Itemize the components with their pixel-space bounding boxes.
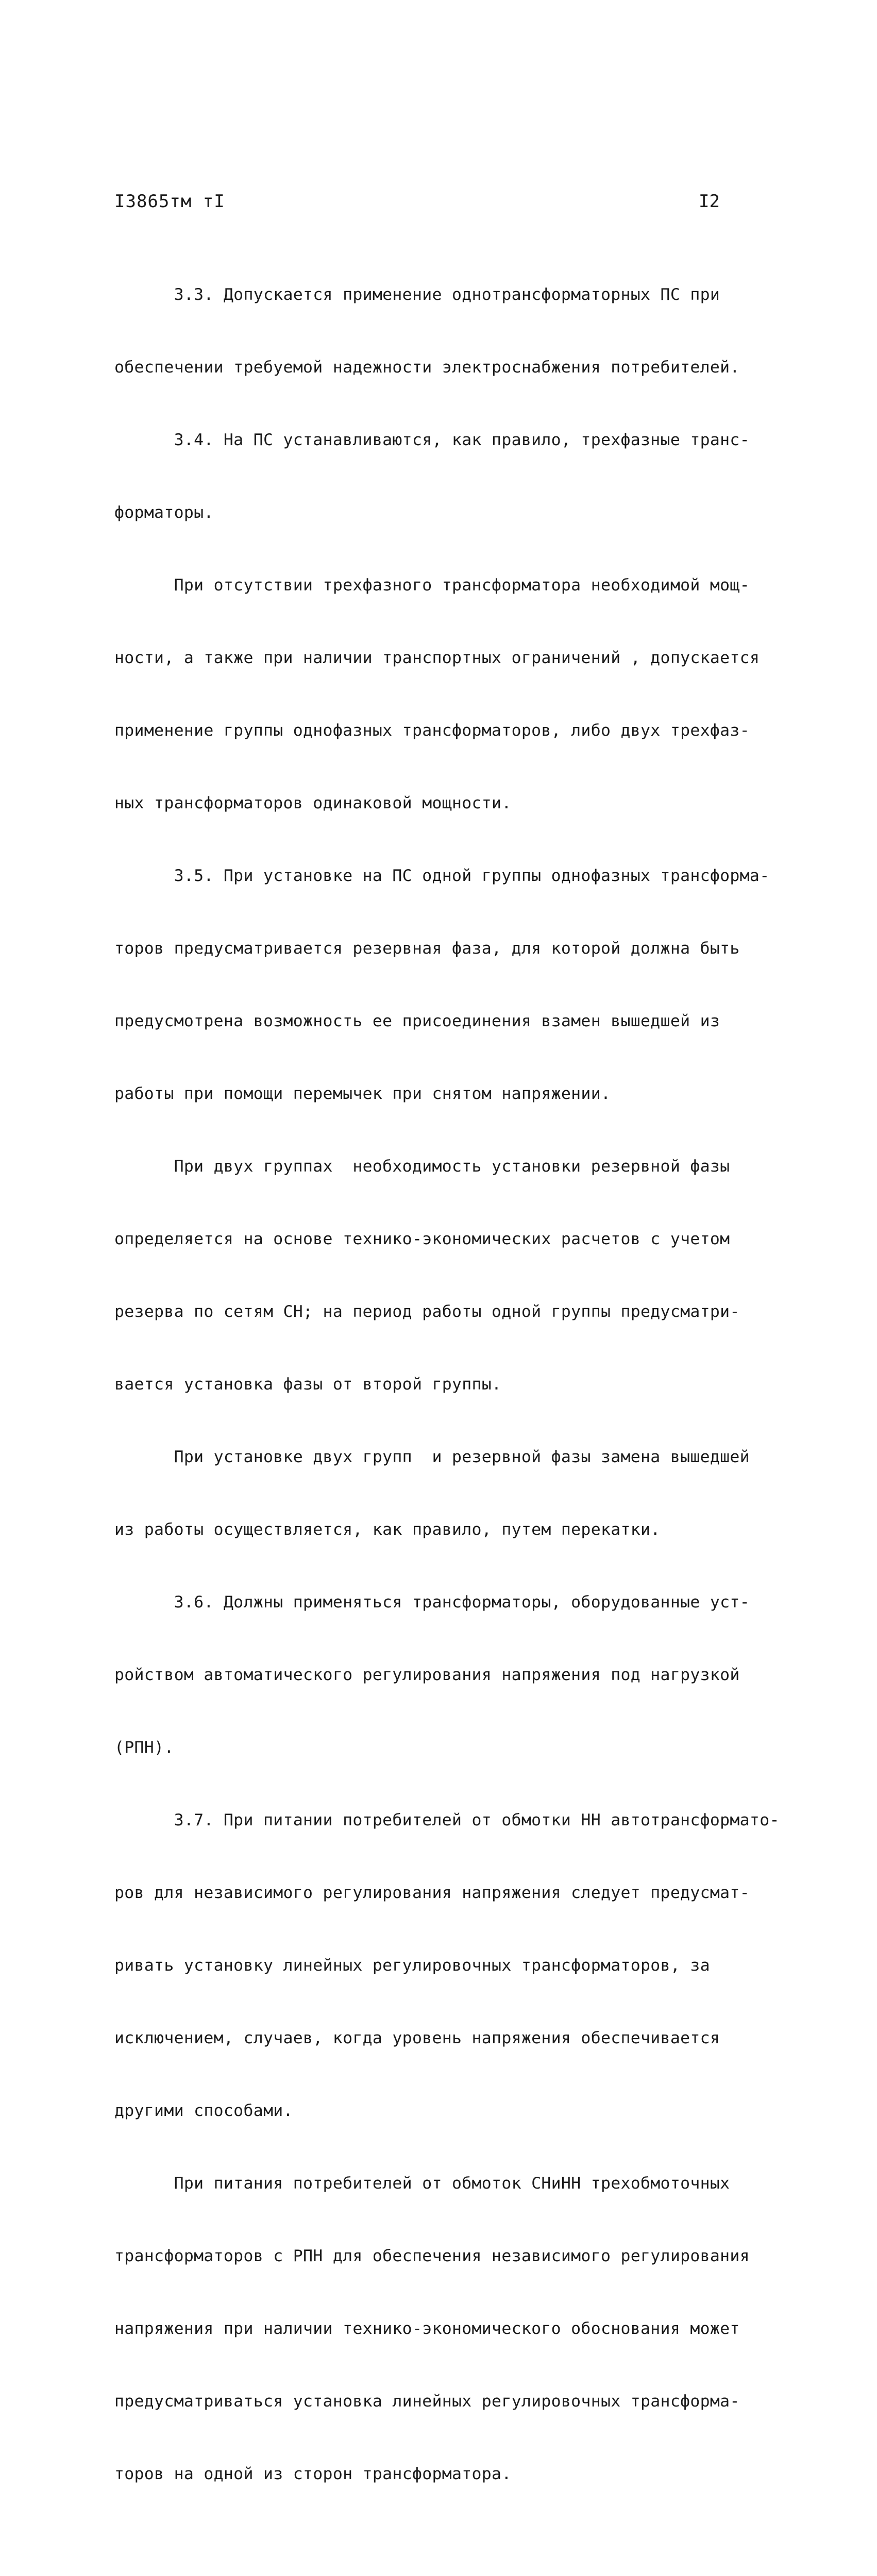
- text-line: работы при помощи перемычек при снятом напряжении.: [114, 1084, 611, 1103]
- text-line: 3.3. Допускается применение однотрансформаторных ПС при: [114, 285, 720, 304]
- text-line: из работы осуществляется, как правило, путем перекатки.: [114, 1520, 661, 1539]
- text-line: 3.7. При питании потребителей от обмотки НН автотрансформато-: [114, 1811, 780, 1829]
- text-line: При двух группах необходимость установки резервной фазы: [114, 1157, 730, 1176]
- text-line: определяется на основе технико-экономических расчетов с учетом: [114, 1230, 730, 1248]
- text-line: ривать установку линейных регулировочных трансформаторов, за: [114, 1956, 710, 1975]
- document-code: I3865тм тI: [114, 191, 225, 212]
- text-line: При установке двух групп и резервной фазы замена вышедшей: [114, 1448, 750, 1466]
- text-line: резерва по сетям СН; на период работы одной группы предусматри-: [114, 1302, 740, 1321]
- text-line: вается установка фазы от второй группы.: [114, 1375, 502, 1394]
- text-line: ных трансформаторов одинаковой мощности.: [114, 794, 512, 812]
- text-line: 3.4. На ПС устанавливаются, как правило, трехфазные транс-: [114, 431, 750, 449]
- text-line: ности, а также при наличии транспортных ограничений , допускается: [114, 649, 760, 667]
- text-line: трансформаторов с РПН для обеспечения независимого регулирования: [114, 2247, 750, 2265]
- text-line: При питания потребителей от обмоток СНиНН трехобмоточных: [114, 2174, 730, 2193]
- text-line: 3.6. Должны применяться трансформаторы, оборудованные уст-: [114, 1593, 750, 1612]
- text-line: ройством автоматического регулирования напряжения под нагрузкой: [114, 1666, 740, 1684]
- text-line: другими способами.: [114, 2102, 293, 2120]
- text-line: обеспечении требуемой надежности электроснабжения потребителей.: [114, 358, 740, 377]
- text-line: исключением, случаев, когда уровень напряжения обеспечивается: [114, 2029, 720, 2047]
- text-line: напряжения при наличии технико-экономического обоснования может: [114, 2319, 740, 2338]
- text-line: 3.5. При установке на ПС одной группы однофазных трансформа-: [114, 867, 770, 885]
- text-line: При отсутствии трехфазного трансформатора необходимой мощ-: [114, 576, 750, 595]
- body-text: [114, 234, 780, 2576]
- text-line: торов на одной из сторон трансформатора.: [114, 2465, 512, 2483]
- page-number: I2: [699, 191, 720, 212]
- paragraph-gap: [114, 2535, 758, 2547]
- text-line: предусматриваться установка линейных регулировочных трансформа-: [114, 2392, 740, 2411]
- text-line: ров для независимого регулирования напряжения следует предусмат-: [114, 1884, 750, 1902]
- text-line: торов предусматривается резервная фаза, для которой должна быть: [114, 939, 740, 958]
- text-line: предусмотрена возможность ее присоединения взамен вышедшей из: [114, 1012, 720, 1030]
- text-line: форматоры.: [114, 503, 214, 522]
- text-line: (РПН).: [114, 1738, 174, 1757]
- page-header: [114, 189, 720, 214]
- text-line: применение группы однофазных трансформаторов, либо двух трехфаз-: [114, 721, 750, 740]
